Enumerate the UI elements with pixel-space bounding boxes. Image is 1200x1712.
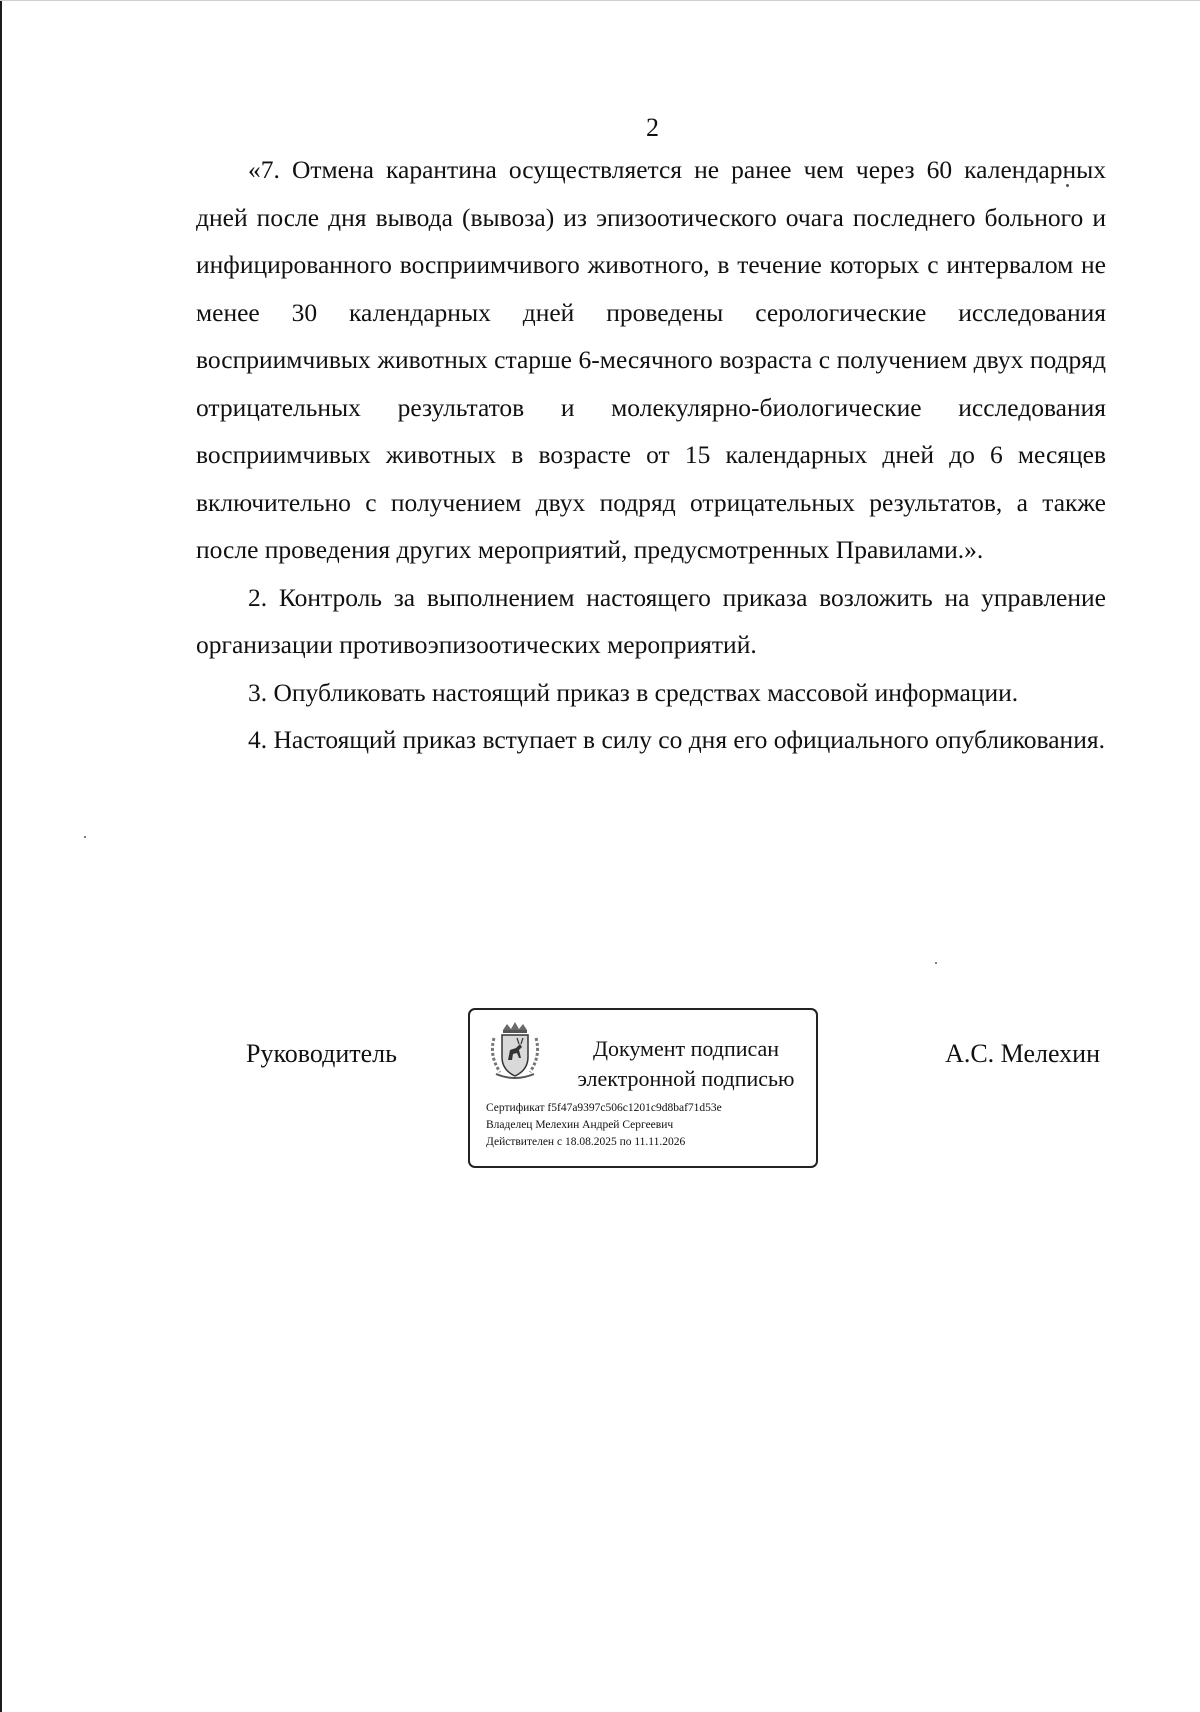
scan-speck (1066, 184, 1069, 187)
page-number: 2 (646, 113, 659, 142)
paragraph-2-control: 2. Контроль за выполнением настоящего приказа возложить на управление организации противоэпизоотических мероприятий. (196, 582, 1106, 659)
signature-block (0, 1008, 1200, 1178)
coat-of-arms-icon (486, 1020, 544, 1082)
signer-position: Руководитель (246, 1039, 397, 1068)
signer-name: А.С. Мелехин (945, 1039, 1100, 1068)
scan-speck (935, 962, 937, 964)
stamp-details (486, 1100, 806, 1151)
stamp-certificate: Сертификат f5f47a9397c506c1201c9d8baf71d53e (486, 1102, 722, 1114)
stamp-heading-line2: электронной подписью (577, 1066, 795, 1091)
paragraph-4-effective: 4. Настоящий приказ вступает в силу со дня его официального опубликования. (248, 725, 1105, 754)
stamp-heading-line1: Документ подписан (592, 1036, 780, 1061)
scan-edge-left (0, 0, 2, 1712)
stamp-validity: Действителен с 18.08.2025 по 11.11.2026 (486, 1136, 686, 1148)
scan-edge-top (0, 0, 1200, 1)
stamp-heading (566, 1034, 806, 1094)
body-text (196, 146, 1106, 764)
paragraph-3-publish: 3. Опубликовать настоящий приказ в средствах массовой информации. (248, 677, 1019, 707)
stamp-owner: Владелец Мелехин Андрей Сергеевич (486, 1119, 674, 1131)
scan-speck (84, 836, 86, 838)
paragraph-7-quarantine: «7. Отмена карантина осуществляется не ранее чем через 60 календарных дней после дня вывода (вывоза) из эпизоотического очага последнего больного и инфицированного восприимчивого животного, в течение которых с интервалом не менее 30 календарных дней проведены серологические исследования восприимчивых животных старше 6-месячного возраста с получением двух подряд отрицательных результатов и молекулярно-биологические исследования восприимчивых животных в возрасте от 15 календарных дней до 6 месяцев включительно с получением двух подряд отрицательных результатов, а также после проведения других мероприятий, предусмотренных Правилами.». (196, 155, 1106, 564)
electronic-signature-stamp (468, 1008, 818, 1168)
